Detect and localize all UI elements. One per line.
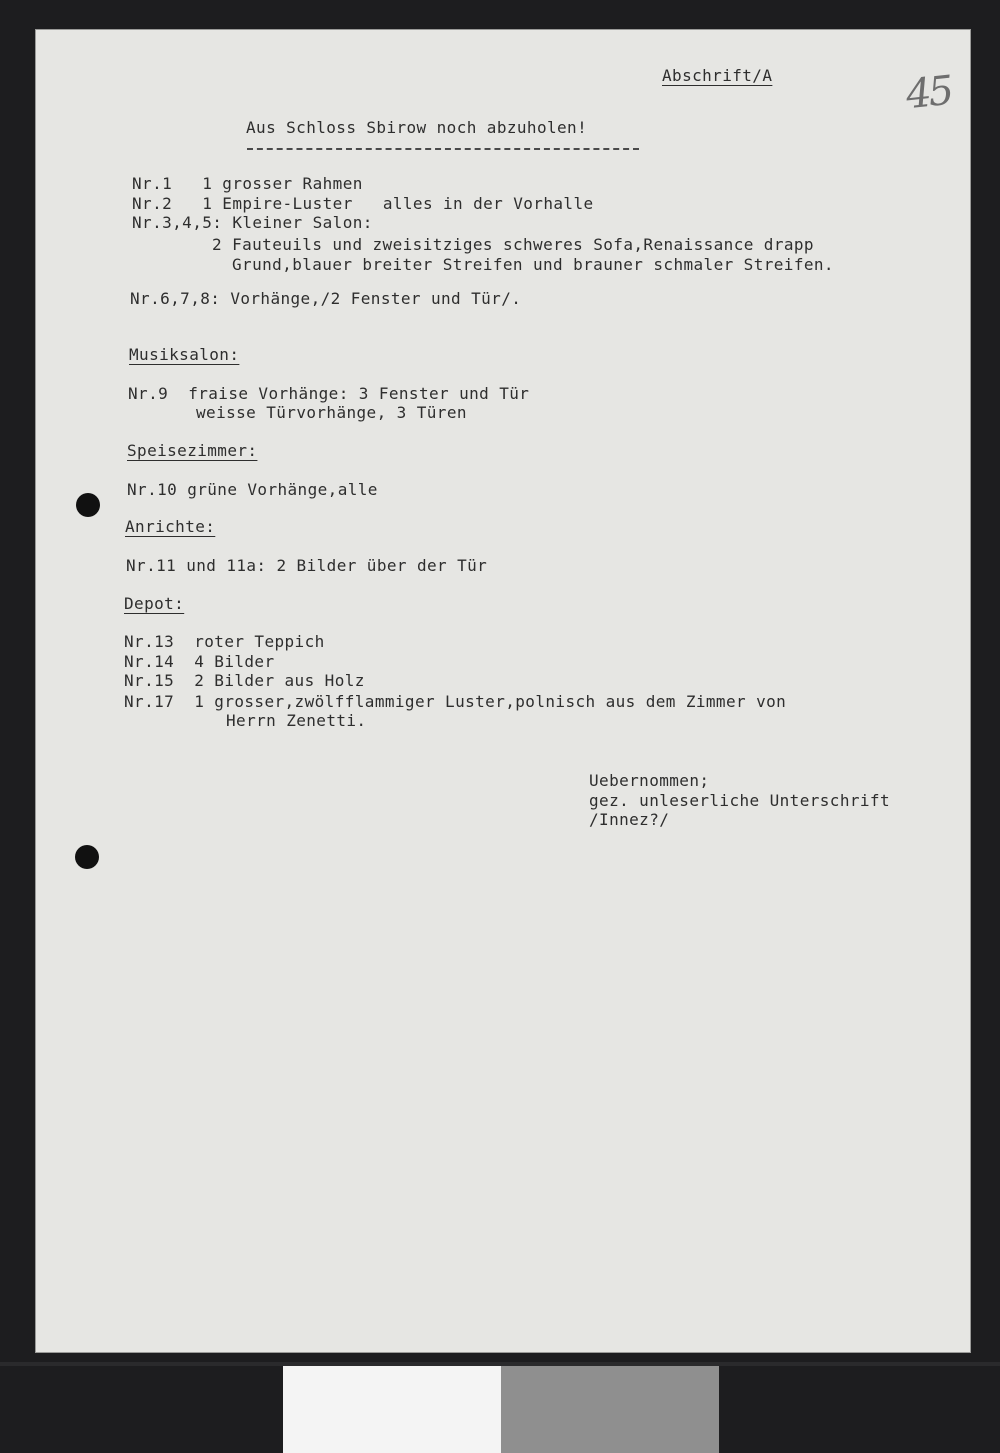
item-line-nr13: Nr.13 roter Teppich	[124, 632, 325, 651]
punch-hole-top	[76, 493, 100, 517]
copy-mark: Abschrift/A	[662, 66, 773, 85]
item-line-nr1: Nr.1 1 grosser Rahmen	[132, 174, 363, 193]
section-heading-musiksalon: Musiksalon:	[129, 345, 240, 364]
section-heading-anrichte: Anrichte:	[125, 517, 216, 536]
signature-line-gez: gez. unleserliche Unterschrift	[589, 791, 890, 810]
section-heading-depot: Depot:	[124, 594, 185, 613]
item-line-nr10: Nr.10 grüne Vorhänge,alle	[127, 480, 378, 499]
section-heading-speisezimmer: Speisezimmer:	[127, 441, 258, 460]
handwritten-page-number: 45	[903, 67, 954, 119]
item-line-grund: Grund,blauer breiter Streifen und brauner schmaler Streifen.	[232, 255, 834, 274]
item-line-nr9: Nr.9 fraise Vorhänge: 3 Fenster und Tür	[128, 384, 530, 403]
item-line-nr14: Nr.14 4 Bilder	[124, 652, 275, 671]
title-dashed-underline	[247, 148, 639, 150]
item-line-nr2: Nr.2 1 Empire-Luster alles in der Vorhalle	[132, 194, 594, 213]
item-line-nr6-8: Nr.6,7,8: Vorhänge,/2 Fenster und Tür/.	[130, 289, 522, 308]
item-line-nr3-5: Nr.3,4,5: Kleiner Salon:	[132, 213, 373, 232]
punch-hole-bottom	[75, 845, 99, 869]
document-title: Aus Schloss Sbirow noch abzuholen!	[246, 118, 588, 137]
signature-line-name: /Innez?/	[589, 810, 670, 829]
signature-line-uebernommen: Uebernommen;	[589, 771, 710, 790]
item-line-fauteuils: 2 Fauteuils und zweisitziges schweres Sofa,Renaissance drapp	[212, 235, 814, 254]
item-line-zenetti: Herrn Zenetti.	[226, 711, 367, 730]
item-line-nr15: Nr.15 2 Bilder aus Holz	[124, 671, 365, 690]
item-line-tuervorhaenge: weisse Türvorhänge, 3 Türen	[196, 403, 467, 422]
item-line-nr17: Nr.17 1 grosser,zwölfflammiger Luster,polnisch aus dem Zimmer von	[124, 692, 787, 711]
item-line-nr11: Nr.11 und 11a: 2 Bilder über der Tür	[126, 556, 488, 575]
color-calibration-grey	[501, 1366, 719, 1453]
color-calibration-white	[283, 1366, 501, 1453]
